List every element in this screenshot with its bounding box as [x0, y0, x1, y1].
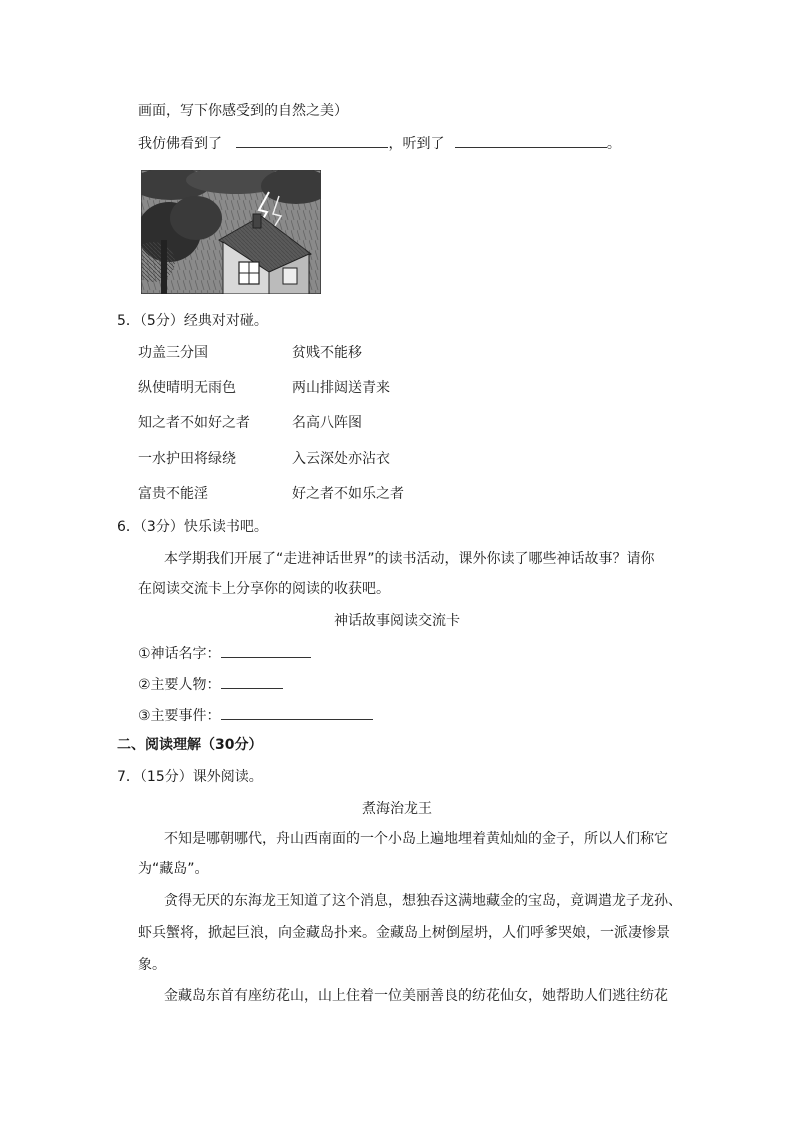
q7-p1-line2: 为“藏岛”。 — [138, 861, 209, 877]
q6-field-events-label: ③主要事件： — [138, 708, 221, 724]
q6-blank-events[interactable] — [221, 705, 373, 720]
q5-left-item: 富贵不能淫 — [138, 486, 208, 502]
q4-sentence — [138, 133, 621, 154]
q5-right-item: 名高八阵图 — [292, 415, 362, 431]
section2-heading: 二、阅读理解（30分） — [117, 737, 263, 753]
q5-left-item: 一水护田将绿绕 — [138, 451, 236, 467]
q5-right-item: 贫贱不能移 — [292, 345, 362, 361]
q5-left-item: 知之者不如好之者 — [138, 415, 250, 431]
q7-heading: 7．（15分）课外阅读。 — [117, 769, 263, 785]
q6-field-myth-name-label: ①神话名字： — [138, 646, 221, 662]
q5-left-item: 功盖三分国 — [138, 345, 208, 361]
storm-house-illustration — [141, 170, 321, 294]
q4-sentence-b: ，听到了 — [388, 136, 445, 152]
q7-p2-line2: 虾兵蟹将，掀起巨浪，向金藏岛扑来。金藏岛上树倒屋坍，人们呼爹哭娘，一派凄惨景 — [138, 925, 670, 941]
q4-blank-hear[interactable] — [455, 133, 607, 148]
q6-paragraph-line1: 本学期我们开展了“走进神话世界”的读书活动，课外你读了哪些神话故事？请你 — [164, 551, 655, 567]
q5-right-item: 好之者不如乐之者 — [292, 486, 404, 502]
q7-story-title: 煮海治龙王 — [362, 801, 432, 817]
q6-paragraph-line2: 在阅读交流卡上分享你的阅读的收获吧。 — [138, 581, 390, 597]
q5-left-item: 纵使晴明无雨色 — [138, 380, 236, 396]
q6-blank-myth-name[interactable] — [221, 643, 311, 658]
q6-blank-characters[interactable] — [221, 674, 283, 689]
q4-blank-see[interactable] — [236, 133, 388, 148]
q7-p2-line1: 贪得无厌的东海龙王知道了这个消息，想独吞这满地藏金的宝岛，竟调遣龙子龙孙、 — [164, 893, 682, 909]
q6-heading: 6．（3分）快乐读书吧。 — [117, 519, 268, 535]
q5-right-item: 两山排闼送青来 — [292, 380, 390, 396]
q7-p1-line1: 不知是哪朝哪代，舟山西南面的一个小岛上遍地埋着黄灿灿的金子，所以人们称它 — [164, 831, 668, 847]
q4-sentence-end: 。 — [606, 136, 621, 152]
q4-sentence-a: 我仿佛看到了 — [138, 136, 222, 152]
q6-field-characters — [138, 674, 283, 695]
q4-intro-line: 画面，写下你感受到的自然之美） — [138, 103, 348, 119]
q7-p2-line3: 象。 — [138, 957, 166, 973]
q5-heading: 5．（5分）经典对对碰。 — [117, 313, 268, 329]
q6-card-title: 神话故事阅读交流卡 — [334, 613, 460, 629]
q5-right-item: 入云深处亦沾衣 — [292, 451, 390, 467]
q7-p3-line1: 金藏岛东首有座纺花山，山上住着一位美丽善良的纺花仙女，她帮助人们逃往纺花 — [164, 988, 668, 1004]
q6-field-events — [138, 705, 373, 726]
q6-field-myth-name — [138, 643, 311, 664]
q6-field-characters-label: ②主要人物： — [138, 677, 221, 693]
